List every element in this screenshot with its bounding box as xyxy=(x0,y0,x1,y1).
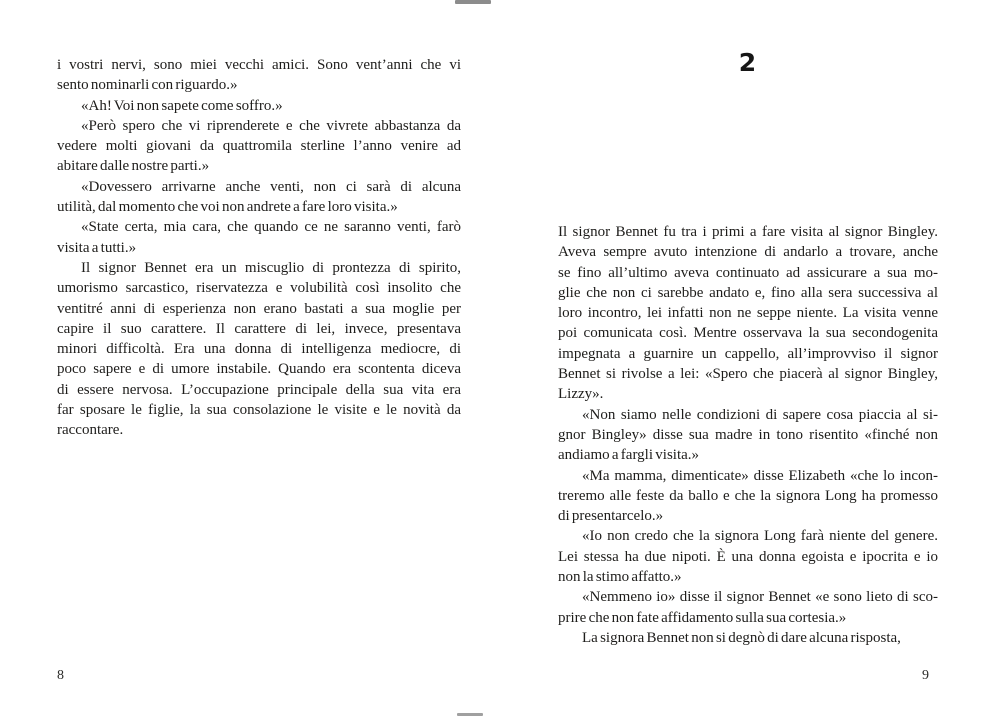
text-line: «Io non credo che la signora Long farà niente del genere. xyxy=(582,528,938,545)
text-line: i vostri nervi, sono miei vecchi amici. Sono vent’anni che vi xyxy=(57,57,461,73)
left-page-text xyxy=(57,55,461,441)
text-line: gnor Bingley» disse sua madre in tono risentito «finché non xyxy=(558,426,938,443)
text-line: glie che non ci sarebbe andato e, fino alla sera successiva al xyxy=(558,284,938,301)
text-line: «Ah! Voi non sapete come soffro.» xyxy=(81,97,283,114)
text-line: poi comunicata così. Mentre osservava la sua secondogenita xyxy=(558,325,938,342)
text-line: Aveva sempre avuto intenzione di andarlo a trovare, anche xyxy=(558,244,938,261)
text-line: abitare dalle nostre parti.» xyxy=(57,158,210,175)
text-line: «Però spero che vi riprenderete e che vivrete abbastanza da xyxy=(81,117,461,134)
text-line: minori difficoltà. Era una donna di intelligenza mediocre, di xyxy=(57,341,461,358)
text-line: capire il suo carattere. Il carattere di lei, invece, presentava xyxy=(57,320,461,337)
text-line: Il signor Bennet era un miscuglio di prontezza di spirito, xyxy=(81,259,461,276)
top-gutter-mark xyxy=(455,0,491,4)
text-line: «Non siamo nelle condizioni di sapere cosa piaccia al si- xyxy=(582,406,938,423)
text-line: prire che non fate affidamento sulla sua cortesia.» xyxy=(558,609,847,626)
text-line: utilità, dal momento che voi non andrete a fare loro visita.» xyxy=(57,199,398,216)
text-line: La signora Bennet non si degnò di dare alcuna risposta, xyxy=(582,629,901,646)
text-line: «Nemmeno io» disse il signor Bennet «e sono lieto di sco- xyxy=(582,589,938,606)
text-line: Lizzy». xyxy=(558,386,604,403)
text-line: «Ma mamma, dimenticate» disse Elizabeth «che lo incon- xyxy=(582,467,938,484)
left-page-number: 8 xyxy=(57,668,64,683)
text-line: treremo alle feste da ballo e che la signora Long ha promesso xyxy=(558,487,938,504)
right-page-number: 9 xyxy=(922,668,929,683)
text-line: Bennet si rivolse a lei: «Spero che piacerà al signor Bingley, xyxy=(558,366,938,383)
bottom-gutter-mark xyxy=(457,713,483,716)
chapter-number: 2 xyxy=(738,48,758,77)
text-line: visita a tutti.» xyxy=(57,239,137,256)
text-line: ventitré anni di esperienza non erano bastati a sua moglie per xyxy=(57,300,461,317)
text-line: umorismo sarcastico, riservatezza e volubilità così insolito che xyxy=(57,280,461,297)
text-line: «State certa, mia cara, che quando ce ne saranno venti, farò xyxy=(81,219,461,236)
text-line: poco sapere e di umore instabile. Quando era scontenta diceva xyxy=(57,361,461,378)
text-line: andiamo a fargli visita.» xyxy=(558,447,700,464)
text-line: raccontare. xyxy=(57,422,124,439)
text-line: vedere molti giovani da quattromila sterline l’anno venire ad xyxy=(57,138,461,155)
text-line: di essere nervosa. L’occupazione principale della sua vita era xyxy=(57,381,461,398)
text-line: Lei stessa ha due nipoti. È una donna egoista e ipocrita e io xyxy=(558,548,938,565)
text-line: Il signor Bennet fu tra i primi a fare visita al signor Bingley. xyxy=(558,224,938,240)
text-line: «Dovessero arrivarne anche venti, non ci sarà di alcuna xyxy=(81,178,461,195)
right-page-text xyxy=(558,222,938,648)
text-line: loro incontro, lei infatti non ne seppe niente. La visita venne xyxy=(558,305,938,322)
text-line: far sposare le figlie, la sua consolazione le visite e le novità da xyxy=(57,402,461,419)
text-line: sento nominarli con riguardo.» xyxy=(57,77,238,94)
text-line: di presentarcelo.» xyxy=(558,508,664,525)
text-line: se fino all’ultimo aveva continuato ad assicurare a sua mo- xyxy=(558,264,938,281)
text-line: impegnata a guarnire un cappello, all’improvviso il signor xyxy=(558,345,938,362)
text-line: non la stimo affatto.» xyxy=(558,569,682,586)
